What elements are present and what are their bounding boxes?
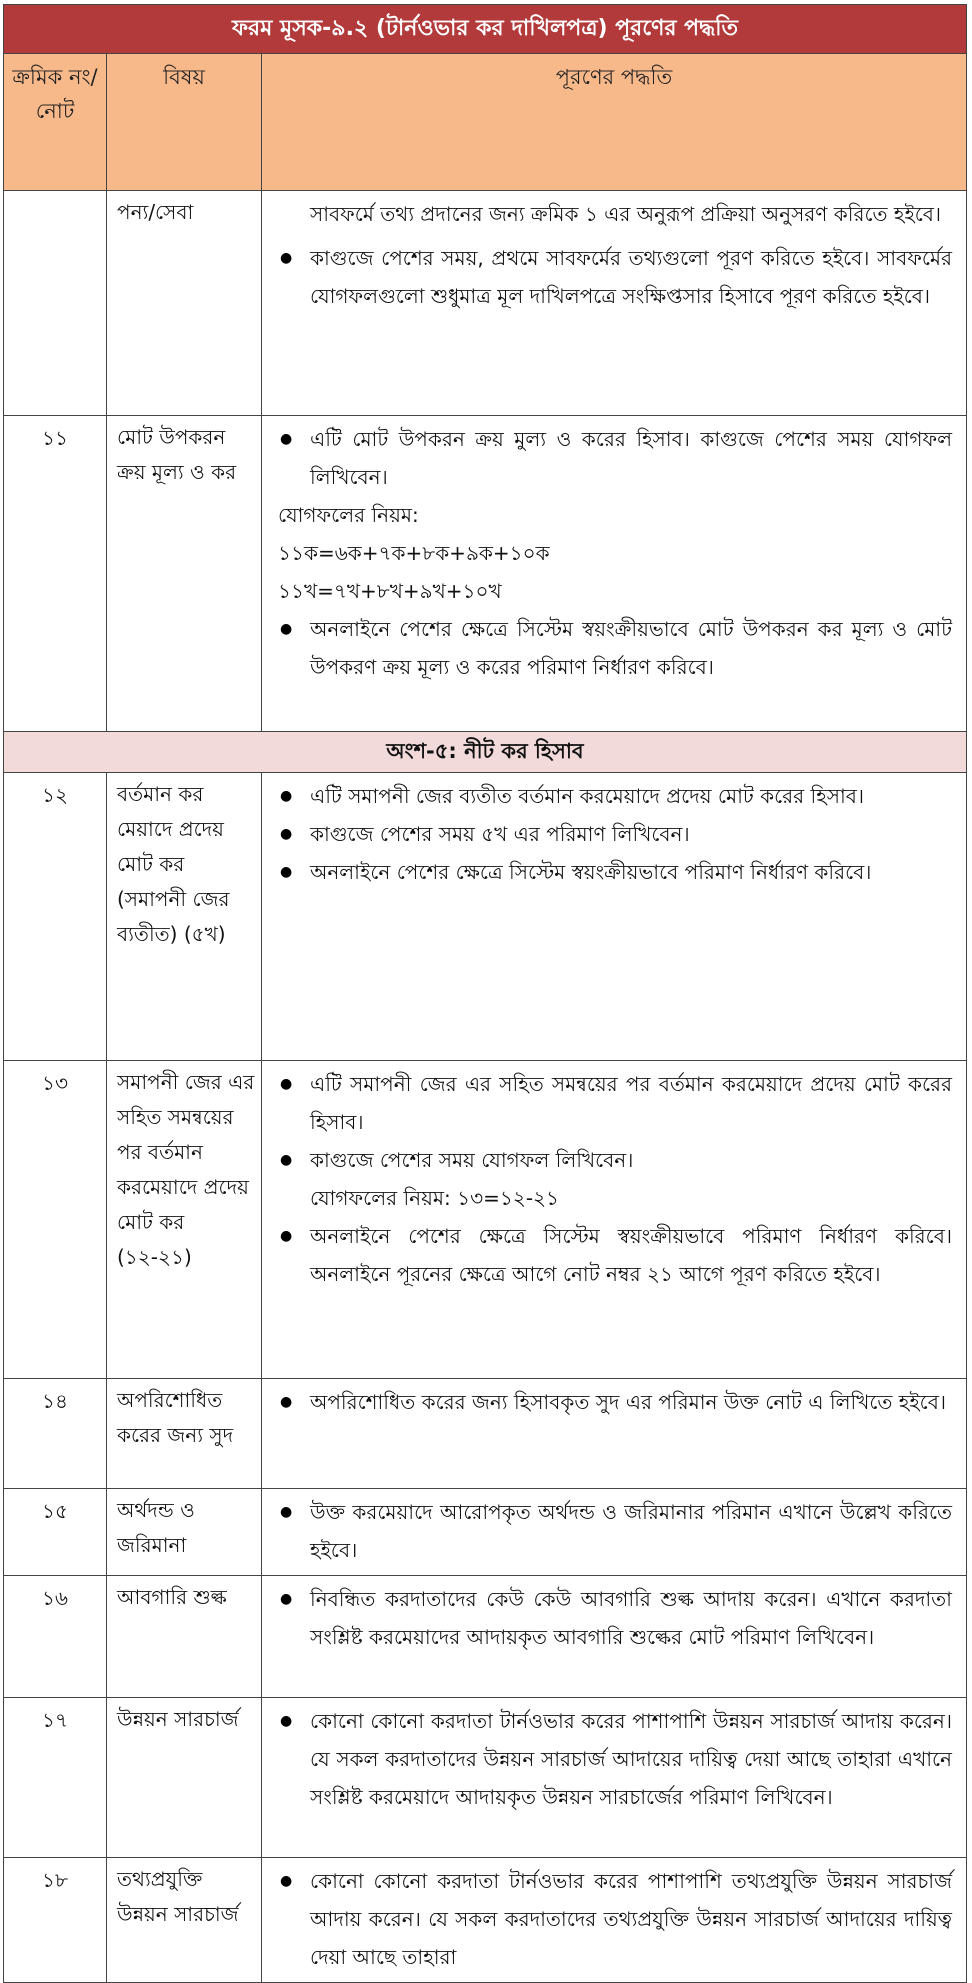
row-subject: পন্য/সেবা <box>107 191 262 416</box>
bullet-item: ● কাগুজে পেশের সময় ৫খ এর পরিমাণ লিখিবেন। <box>276 815 952 853</box>
bullet-item: ● কোনো কোনো করদাতা টার্নওভার করের পাশাপাশি তথ্যপ্রযুক্তি উন্নয়ন সারচার্জ আদায় করেন। যে সকল করদাতাদের তথ্যপ্রযুক্তি উন্নয়ন সারচার্জ আদায়ের দায়িত্ব দেয়া আছে তাহারা <box>276 1862 952 1976</box>
bullet-item: ● নিবন্ধিত করদাতাদের কেউ কেউ আবগারি শুল্ক আদায় করেন। এখানে করদাতা সংশ্লিষ্ট করমেয়াদের আদায়কৃত আবগারি শুল্কের মোট পরিমাণ লিখিবেন। <box>276 1580 952 1656</box>
row-method <box>262 773 967 1061</box>
row-subject: তথ্যপ্রযুক্তি উন্নয়ন সারচার্জ <box>107 1858 262 1983</box>
table-row <box>4 1379 967 1489</box>
formula-text: যোগফলের নিয়ম: ১৩=১২-২১ <box>310 1186 560 1210</box>
formula-text: ১১খ=৭খ+৮খ+৯খ+১০খ <box>278 579 502 603</box>
row-number: ১৩ <box>4 1061 107 1379</box>
row-method <box>262 1489 967 1576</box>
bullet-item: ● কাগুজে পেশের সময়, প্রথমে সাবফর্মের তথ্যগুলো পূরণ করিতে হইবে। সাবফর্মের যোগফলগুলো শুধুমাত্র মূল দাখিলপত্রে সংক্ষিপ্তসার হিসাবে পূরণ করিতে হইবে। <box>276 239 952 315</box>
table-row <box>4 1698 967 1858</box>
header-serial: ক্রমিক নং/নোট <box>4 54 107 191</box>
row-method <box>262 1698 967 1858</box>
row-number: ১৪ <box>4 1379 107 1489</box>
bullet-item: ● অপরিশোধিত করের জন্য হিসাবকৃত সুদ এর পরিমান উক্ত নোট এ লিখিতে হইবে। <box>276 1383 952 1421</box>
row-number: ১২ <box>4 773 107 1061</box>
formula-text: ১১ক=৬ক+৭ক+৮ক+৯ক+১০ক <box>278 541 550 565</box>
row-subject: উন্নয়ন সারচার্জ <box>107 1698 262 1858</box>
row-subject: আবগারি শুল্ক <box>107 1576 262 1698</box>
bullet-item: ● এটি সমাপনী জের এর সহিত সমন্বয়ের পর বর্তমান করমেয়াদে প্রদেয় মোট করের হিসাব। <box>276 1065 952 1141</box>
table-row <box>4 1489 967 1576</box>
row-subject: অর্থদন্ড ও জরিমানা <box>107 1489 262 1576</box>
row-method <box>262 191 967 416</box>
bullet-item: ● উক্ত করমেয়াদে আরোপকৃত অর্থদন্ড ও জরিমানার পরিমান এখানে উল্লেখ করিতে হইবে। <box>276 1493 952 1569</box>
bullet-item: ● এটি মোট উপকরন ক্রয় মুল্য ও করের হিসাব। কাগুজে পেশের সময় যোগফল লিখিবেন। <box>276 420 952 496</box>
filling-method-table <box>3 4 967 1983</box>
row-subject: অপরিশোধিত করের জন্য সুদ <box>107 1379 262 1489</box>
bullet-item: ● এটি সমাপনী জের ব্যতীত বর্তমান করমেয়াদে প্রদেয় মোট করের হিসাব। <box>276 777 952 815</box>
row-method <box>262 1061 967 1379</box>
row-number <box>4 191 107 416</box>
bullet-item: ● কাগুজে পেশের সময় যোগফল লিখিবেন। <box>276 1141 952 1179</box>
table-row <box>4 416 967 732</box>
row-method <box>262 416 967 732</box>
row-number: ১৭ <box>4 1698 107 1858</box>
section-heading: অংশ-৫: নীট কর হিসাব <box>4 732 967 773</box>
row-number: ১৬ <box>4 1576 107 1698</box>
header-method: পূরণের পদ্ধতি <box>262 54 967 191</box>
bullet-item: ● অনলাইনে পেশের ক্ষেত্রে সিস্টেম স্বয়ংক্রীয়ভাবে পরিমাণ নির্ধারণ করিবে। অনলাইনে পূরনের ক্ষেত্রে আগে নোট নম্বর ২১ আগে পূরণ করিতে হইবে। <box>276 1217 952 1293</box>
table-row <box>4 773 967 1061</box>
table-row <box>4 1576 967 1698</box>
row-subject: বর্তমান কর মেয়াদে প্রদেয় মোট কর (সমাপনী জের ব্যতীত) (৫খ) <box>107 773 262 1061</box>
table-row <box>4 191 967 416</box>
row-method <box>262 1379 967 1489</box>
bullet-item: ● কোনো কোনো করদাতা টার্নওভার করের পাশাপাশি উন্নয়ন সারচার্জ আদায় করেন। যে সকল করদাতাদের উন্নয়ন সারচার্জ আদায়ের দায়িত্ব দেয়া আছে তাহারা এখানে সংশ্লিষ্ট করমেয়াদে আদায়কৃত উন্নয়ন সারচার্জের পরিমাণ লিখিবেন। <box>276 1702 952 1816</box>
row-number: ১৮ <box>4 1858 107 1983</box>
form-title: ফরম মূসক-৯.২ (টার্নওভার কর দাখিলপত্র) পূরণের পদ্ধতি <box>4 5 967 54</box>
table-row <box>4 1061 967 1379</box>
row-subject: মোট উপকরন ক্রয় মূল্য ও কর <box>107 416 262 732</box>
row-number: ১৫ <box>4 1489 107 1576</box>
method-text: যোগফলের নিয়ম: <box>278 503 419 527</box>
bullet-item: ● অনলাইনে পেশের ক্ষেত্রে সিস্টেম স্বয়ংক্রীয়ভাবে মোট উপকরন কর মূল্য ও মোট উপকরণ ক্রয় মূল্য ও করের পরিমাণ নির্ধারণ করিবে। <box>276 610 952 686</box>
row-number: ১১ <box>4 416 107 732</box>
row-method <box>262 1576 967 1698</box>
row-subject: সমাপনী জের এর সহিত সমন্বয়ের পর বর্তমান করমেয়াদে প্রদেয় মোট কর (১২-২১) <box>107 1061 262 1379</box>
method-text: সাবফর্মে তথ্য প্রদানের জন্য ক্রমিক ১ এর অনুরূপ প্রক্রিয়া অনুসরণ করিতে হইবে। <box>310 202 942 226</box>
header-subject: বিষয় <box>107 54 262 191</box>
bullet-item: ● অনলাইনে পেশের ক্ষেত্রে সিস্টেম স্বয়ংক্রীয়ভাবে পরিমাণ নির্ধারণ করিবে। <box>276 853 952 891</box>
